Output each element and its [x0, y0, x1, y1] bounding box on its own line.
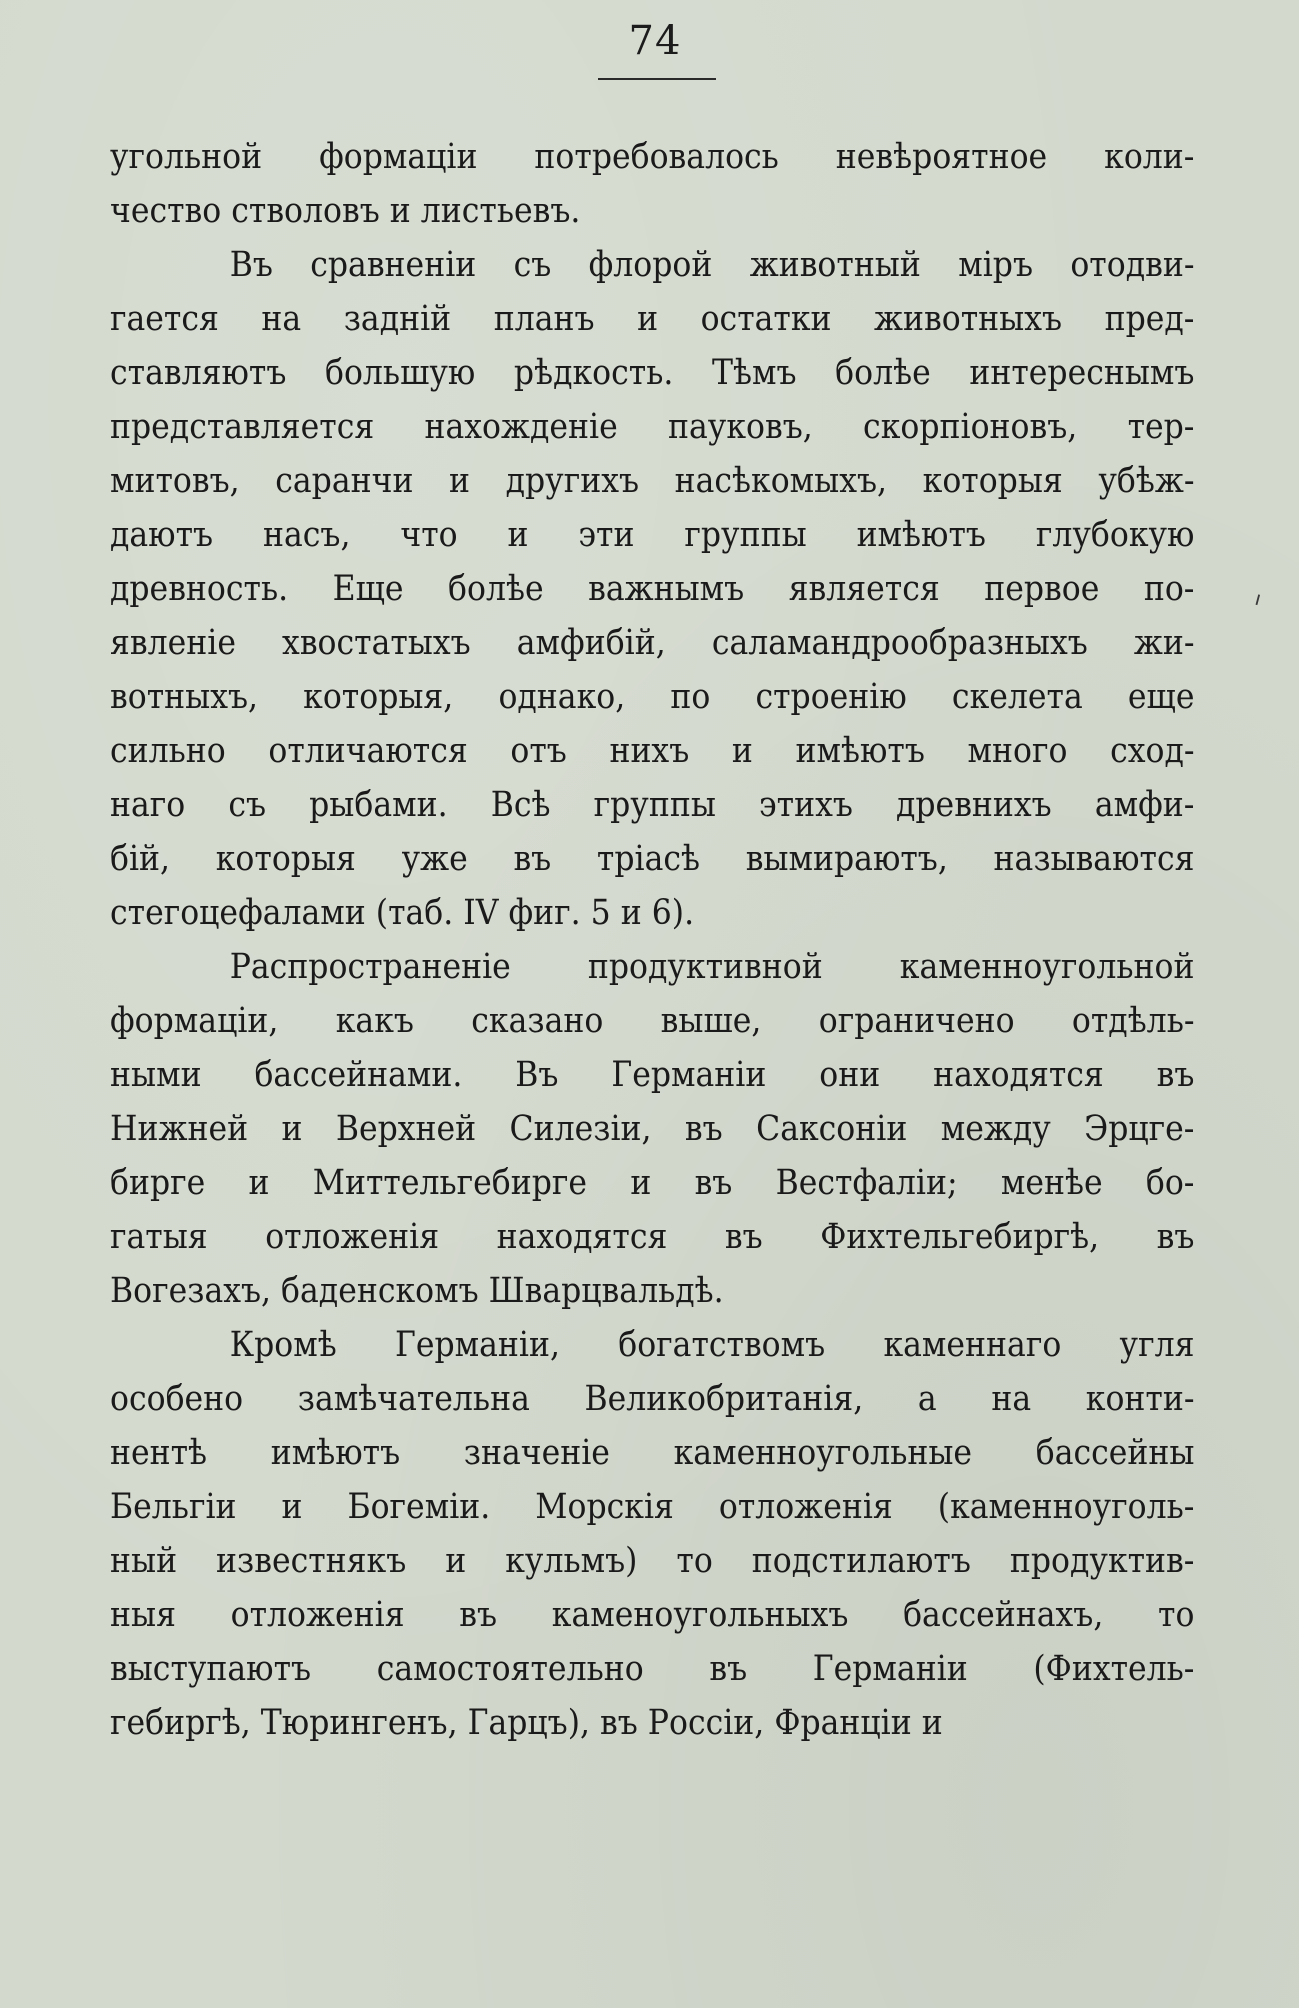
word: въ — [684, 1109, 723, 1149]
word: Еще — [332, 569, 404, 609]
word: замѣчательна — [297, 1379, 530, 1419]
paragraph — [110, 1318, 1195, 1750]
text-line — [110, 1534, 1195, 1588]
word: съ — [513, 245, 552, 285]
word: ограничено — [818, 1001, 1015, 1041]
word: по- — [1143, 569, 1195, 609]
word: пауковъ, — [668, 407, 813, 447]
word: въ — [709, 1649, 748, 1689]
word: Эрцге- — [1084, 1109, 1195, 1149]
word: бассейнахъ, — [903, 1595, 1104, 1635]
word: бассейнами. — [254, 1055, 463, 1095]
word: первое — [984, 569, 1100, 609]
word: отдѣль- — [1071, 1001, 1195, 1041]
word: Богеміи. — [347, 1487, 491, 1527]
text-line — [110, 562, 1195, 616]
word: отъ — [510, 731, 567, 771]
word: сравненіи — [310, 245, 477, 285]
word: большую — [324, 353, 476, 393]
word: наго — [110, 785, 186, 825]
word: которыя — [215, 839, 356, 879]
word: формаціи — [319, 137, 478, 177]
word: ставляютъ — [110, 353, 287, 393]
text-line — [110, 1102, 1195, 1156]
word: уже — [401, 839, 468, 879]
word: которыя — [922, 461, 1063, 501]
word: въ — [694, 1163, 733, 1203]
word: которыя, — [303, 677, 454, 717]
text-line — [110, 670, 1195, 724]
word: сказано — [471, 1001, 604, 1041]
word: отложенія — [230, 1595, 405, 1635]
word: они — [819, 1055, 881, 1095]
page-number-rule — [598, 78, 716, 80]
word: продуктивной — [587, 947, 823, 987]
word: по — [670, 677, 711, 717]
word: то — [676, 1541, 713, 1581]
word: много — [967, 731, 1068, 771]
word: флорой — [588, 245, 713, 285]
word: Въ — [515, 1055, 559, 1095]
word: а — [917, 1379, 937, 1419]
text-line: стегоцефалами (таб. IV фиг. 5 и 6). — [110, 893, 695, 933]
text-line — [110, 292, 1195, 346]
word: Кромѣ — [229, 1325, 337, 1365]
word: конти- — [1085, 1379, 1195, 1419]
word: насъ, — [262, 515, 351, 555]
word: на — [261, 299, 302, 339]
word: вотныхъ, — [110, 677, 259, 717]
word: и — [449, 461, 471, 501]
text-line — [110, 130, 1195, 184]
word: между — [940, 1109, 1051, 1149]
word: тріасѣ — [596, 839, 701, 879]
word: Великобританія, — [584, 1379, 864, 1419]
word: что — [400, 515, 458, 555]
word: называются — [993, 839, 1195, 879]
word: потребовалось — [534, 137, 779, 177]
text-line — [110, 994, 1195, 1048]
word: является — [788, 569, 940, 609]
word: группы — [593, 785, 716, 825]
word: и — [281, 1109, 303, 1149]
word: каменнаго — [883, 1325, 1062, 1365]
word: представляется — [110, 407, 375, 447]
text-line — [110, 346, 1195, 400]
word: планъ — [493, 299, 595, 339]
word: Миттельгебирге — [312, 1163, 588, 1203]
word: строенію — [755, 677, 907, 717]
word: въ — [724, 1217, 763, 1257]
word: Морскія — [535, 1487, 674, 1527]
text-line — [110, 1480, 1195, 1534]
word: кульмъ) — [505, 1541, 638, 1581]
word: гается — [110, 299, 219, 339]
word: въ — [1156, 1217, 1195, 1257]
word: находятся — [933, 1055, 1104, 1095]
word: каменоугольныхъ — [551, 1595, 849, 1635]
word: на — [991, 1379, 1032, 1419]
word: гатыя — [110, 1217, 208, 1257]
word: и — [281, 1487, 303, 1527]
word: скелета — [951, 677, 1083, 717]
word: Фихтельгебиргѣ, — [820, 1217, 1100, 1257]
text-line — [110, 1588, 1195, 1642]
word: Распространеніе — [229, 947, 511, 987]
word: сильно — [110, 731, 226, 771]
text-line — [110, 1318, 1195, 1372]
word: (Фихтель- — [1033, 1649, 1195, 1689]
word: Верхней — [335, 1109, 477, 1149]
word: Силезіи, — [509, 1109, 652, 1149]
word: остатки — [700, 299, 832, 339]
word: бій, — [110, 839, 171, 879]
word: продуктив- — [1009, 1541, 1195, 1581]
margin-pencil-mark: ᐟ — [1249, 589, 1272, 621]
word: и — [248, 1163, 270, 1203]
word: митовъ, — [110, 461, 240, 501]
word: животный — [749, 245, 921, 285]
text-line — [110, 1210, 1195, 1264]
word: ный — [110, 1541, 178, 1581]
word: богатствомъ — [618, 1325, 826, 1365]
word: насѣкомыхъ, — [674, 461, 888, 501]
word: Бельгіи — [110, 1487, 237, 1527]
body-text — [110, 130, 1195, 1750]
word: въ — [459, 1595, 498, 1635]
word: бирге — [110, 1163, 206, 1203]
word: древность. — [110, 569, 289, 609]
word: (каменноуголь- — [937, 1487, 1195, 1527]
word: другихъ — [505, 461, 640, 501]
text-line — [110, 724, 1195, 778]
text-line — [110, 1372, 1195, 1426]
word: амфи- — [1094, 785, 1195, 825]
word: Нижней — [110, 1109, 249, 1149]
word: и — [731, 731, 753, 771]
word: рыбами. — [309, 785, 448, 825]
word: Въ — [229, 245, 273, 285]
word: эти — [578, 515, 635, 555]
word: явленіе — [110, 623, 236, 663]
word: угля — [1119, 1325, 1195, 1365]
word: отодви- — [1070, 245, 1195, 285]
text-line — [110, 832, 1195, 886]
word: древнихъ — [895, 785, 1052, 825]
word: нентѣ — [110, 1433, 208, 1473]
word: ныя — [110, 1595, 176, 1635]
word: Германіи — [812, 1649, 968, 1689]
word: ными — [110, 1055, 202, 1095]
word: однако, — [498, 677, 626, 717]
word: формаціи, — [110, 1001, 279, 1041]
word: амфибій, — [516, 623, 666, 663]
word: и — [507, 515, 529, 555]
word: саламандрообразныхъ — [711, 623, 1088, 663]
word: міръ — [958, 245, 1034, 285]
word: отложенія — [718, 1487, 893, 1527]
word: бассейны — [1035, 1433, 1195, 1473]
word: известнякъ — [216, 1541, 407, 1581]
word: имѣютъ — [270, 1433, 401, 1473]
word: выше, — [660, 1001, 762, 1041]
word: значеніе — [463, 1433, 610, 1473]
word: этихъ — [759, 785, 853, 825]
paragraph — [110, 940, 1195, 1318]
word: тер- — [1127, 407, 1195, 447]
word: Саксоніи — [756, 1109, 908, 1149]
word: менѣе — [1000, 1163, 1103, 1203]
word: подстилаютъ — [751, 1541, 971, 1581]
text-line — [110, 1426, 1195, 1480]
word: особено — [110, 1379, 244, 1419]
word: глубокую — [1035, 515, 1195, 555]
paragraph — [110, 238, 1195, 940]
word: Всѣ — [490, 785, 551, 825]
paragraph — [110, 130, 1195, 238]
word: и — [445, 1541, 467, 1581]
word: скорпіоновъ, — [863, 407, 1078, 447]
text-line — [110, 1156, 1195, 1210]
word: вымираютъ, — [745, 839, 948, 879]
word: задній — [343, 299, 452, 339]
text-line: чество стволовъ и листьевъ. — [110, 191, 581, 231]
word: нахожденіе — [424, 407, 618, 447]
word: отличаются — [268, 731, 468, 771]
word: съ — [228, 785, 267, 825]
page-number: 74 — [628, 18, 682, 64]
word: нихъ — [609, 731, 690, 771]
word: даютъ — [110, 515, 214, 555]
word: каменноугольные — [673, 1433, 973, 1473]
word: важнымъ — [588, 569, 745, 609]
text-line: гебиргѣ, Тюрингенъ, Гарцъ), въ Россіи, Франціи и — [110, 1703, 943, 1743]
text-line — [110, 1642, 1195, 1696]
word: Тѣмъ — [711, 353, 797, 393]
word: хвостатыхъ — [282, 623, 471, 663]
word: болѣе — [448, 569, 544, 609]
text-line — [110, 400, 1195, 454]
text-line — [110, 778, 1195, 832]
word: отложенія — [265, 1217, 440, 1257]
word: и — [630, 1163, 652, 1203]
word: каменноугольной — [899, 947, 1195, 987]
word: имѣютъ — [795, 731, 925, 771]
word: интереснымъ — [969, 353, 1195, 393]
word: Германіи, — [394, 1325, 560, 1365]
text-line: Вогезахъ, баденскомъ Шварцвальдѣ. — [110, 1271, 724, 1311]
word: еще — [1127, 677, 1195, 717]
word: бо- — [1145, 1163, 1195, 1203]
word: имѣютъ — [856, 515, 986, 555]
word: какъ — [335, 1001, 414, 1041]
text-line — [110, 616, 1195, 670]
word: самостоятельно — [376, 1649, 644, 1689]
word: и — [637, 299, 659, 339]
word: коли- — [1104, 137, 1195, 177]
word: Вестфаліи; — [775, 1163, 958, 1203]
word: то — [1158, 1595, 1195, 1635]
text-line — [110, 508, 1195, 562]
word: въ — [1156, 1055, 1195, 1095]
word: въ — [513, 839, 552, 879]
word: пред- — [1104, 299, 1195, 339]
word: выступаютъ — [110, 1649, 312, 1689]
text-line — [110, 454, 1195, 508]
word: сход- — [1110, 731, 1195, 771]
word: невѣроятное — [835, 137, 1048, 177]
word: убѣж- — [1098, 461, 1195, 501]
word: рѣдкость. — [513, 353, 674, 393]
word: Германіи — [611, 1055, 767, 1095]
text-line — [110, 238, 1195, 292]
word: угольной — [110, 137, 263, 177]
word: жи- — [1133, 623, 1195, 663]
word: животныхъ — [874, 299, 1063, 339]
word: саранчи — [275, 461, 414, 501]
word: болѣе — [835, 353, 931, 393]
text-line — [110, 1048, 1195, 1102]
word: находятся — [496, 1217, 668, 1257]
text-line — [110, 940, 1195, 994]
word: группы — [684, 515, 807, 555]
